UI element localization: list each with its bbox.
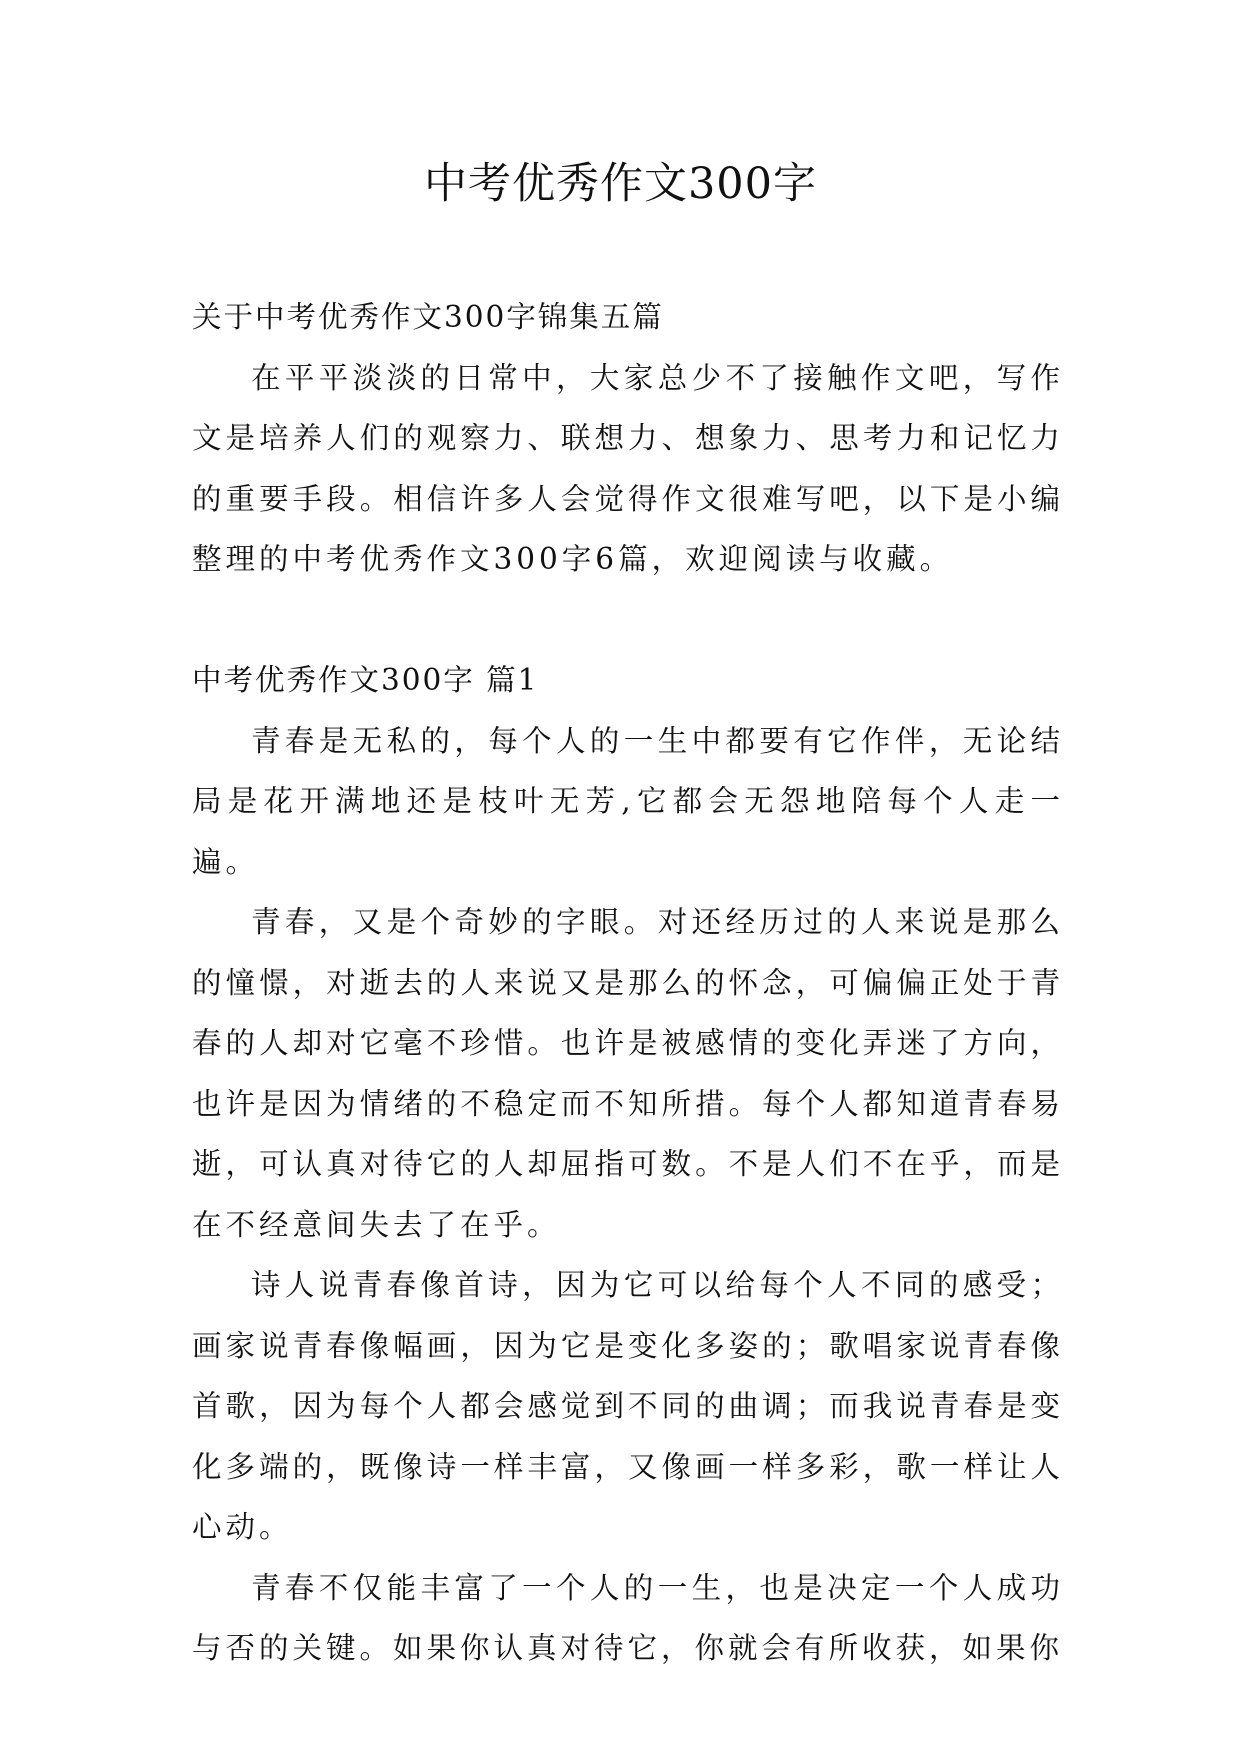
section-paragraph: 青春不仅能丰富了一个人的一生，也是决定一个人成功与否的关键。如果你认真对待它，你就会有所收获，如果你 [192,1570,1064,1665]
section-paragraph: 青春是无私的，每个人的一生中都要有它作伴，无论结局是花开满地还是枝叶无芳,它都会无怨地陪每个人走一遍。 [192,723,1064,879]
section-paragraph: 诗人说青春像首诗，因为它可以给每个人不同的感受；画家说青春像幅画，因为它是变化多姿的；歌唱家说青春像首歌，因为每个人都会感觉到不同的曲调；而我说青春是变化多端的，既像诗一样丰富，又像画一样多彩，歌一样让人心动。 [192,1268,1064,1544]
section-gap [192,590,1064,651]
document-title: 中考优秀作文300字 [423,159,818,209]
section-heading: 中考优秀作文300字 篇1 [192,663,539,697]
intro-paragraph: 在平平淡淡的日常中，大家总少不了接触作文吧，写作文是培养人们的观察力、联想力、想象力、思考力和记忆力的重要手段。相信许多人会觉得作文很难写吧，以下是小编整理的中考优秀作文300字6篇，欢迎阅读与收藏。 [192,360,1064,576]
document-body [192,287,1064,1679]
section-paragraph: 青春，又是个奇妙的字眼。对还经历过的人来说是那么的憧憬，对逝去的人来说又是那么的怀念，可偏偏正处于青春的人却对它毫不珍惜。也许是被感情的变化弄迷了方向，也许是因为情绪的不稳定而不知所措。每个人都知道青春易逝，可认真对待它的人却屈指可数。不是人们不在乎，而是在不经意间失去了在乎。 [192,905,1064,1242]
intro-heading: 关于中考优秀作文300字锦集五篇 [192,300,664,334]
